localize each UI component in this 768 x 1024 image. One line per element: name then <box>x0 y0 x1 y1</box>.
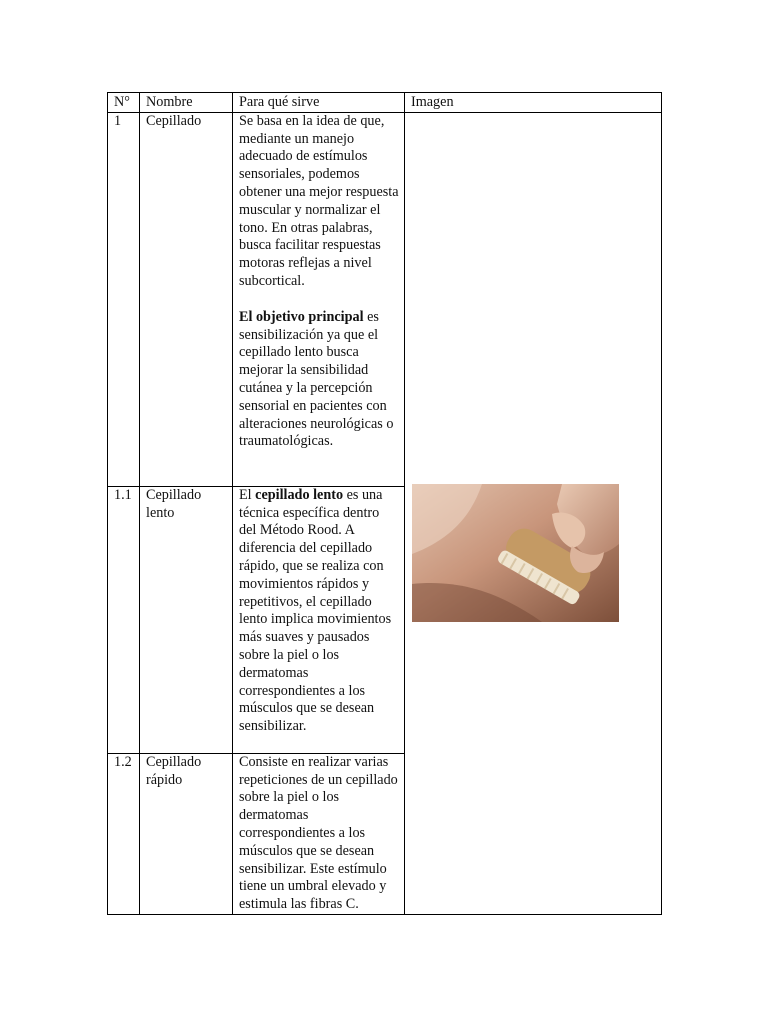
header-row <box>108 93 662 113</box>
techniques-table <box>107 92 662 915</box>
paragraph-text: es sensibilización ya que el cepillado lento busca mejorar la sensibilidad cutánea y la percepción sensorial en pacientes con alteraciones neurológicas o traumatológicas. <box>239 308 394 450</box>
row-number: 1.2 <box>108 753 140 914</box>
row-purpose <box>233 486 405 753</box>
bold-phrase: cepillado lento <box>255 486 344 503</box>
row-name: Cepillado <box>140 112 233 486</box>
row-purpose: Consiste en realizar varias repeticiones de un cepillado sobre la piel o los dermatomas correspondientes a los músculos que se desean sensibilizar. Este estímulo tiene un umbral elevado y estimula las fibras C. <box>233 753 405 914</box>
purpose-paragraph: Se basa en la idea de que, mediante un manejo adecuado de estímulos sensoriales, podemos obtener una mejor respuesta muscular y normalizar el tono. En otras palabras, busca facilitar respuestas motoras reflejas a nivel subcortical. <box>239 112 399 289</box>
row-number: 1 <box>108 112 140 486</box>
row-name: Cepillado rápido <box>140 753 233 914</box>
brush-massage-photo <box>412 484 619 622</box>
header-number: N° <box>108 93 140 113</box>
row-number: 1.1 <box>108 486 140 753</box>
paragraph-text: es una técnica específica dentro del Método Rood. A diferencia del cepillado rápido, que se realiza con movimientos rápidos y repetitivos, el cepillado lento implica movimientos más suaves y pausados sobre la piel o los dermatomas correspondientes a los músculos que se desean sensibilizar. <box>239 486 392 735</box>
header-purpose: Para qué sirve <box>233 93 405 113</box>
bold-phrase: El objetivo principal <box>239 308 364 325</box>
row-name: Cepillado lento <box>140 486 233 753</box>
table-row <box>108 112 662 486</box>
purpose-paragraph <box>239 309 399 451</box>
row-purpose <box>233 112 405 486</box>
image-cell <box>405 112 662 914</box>
paragraph-text: El <box>239 486 256 503</box>
brush-icon <box>412 484 619 622</box>
header-image: Imagen <box>405 93 662 113</box>
header-name: Nombre <box>140 93 233 113</box>
